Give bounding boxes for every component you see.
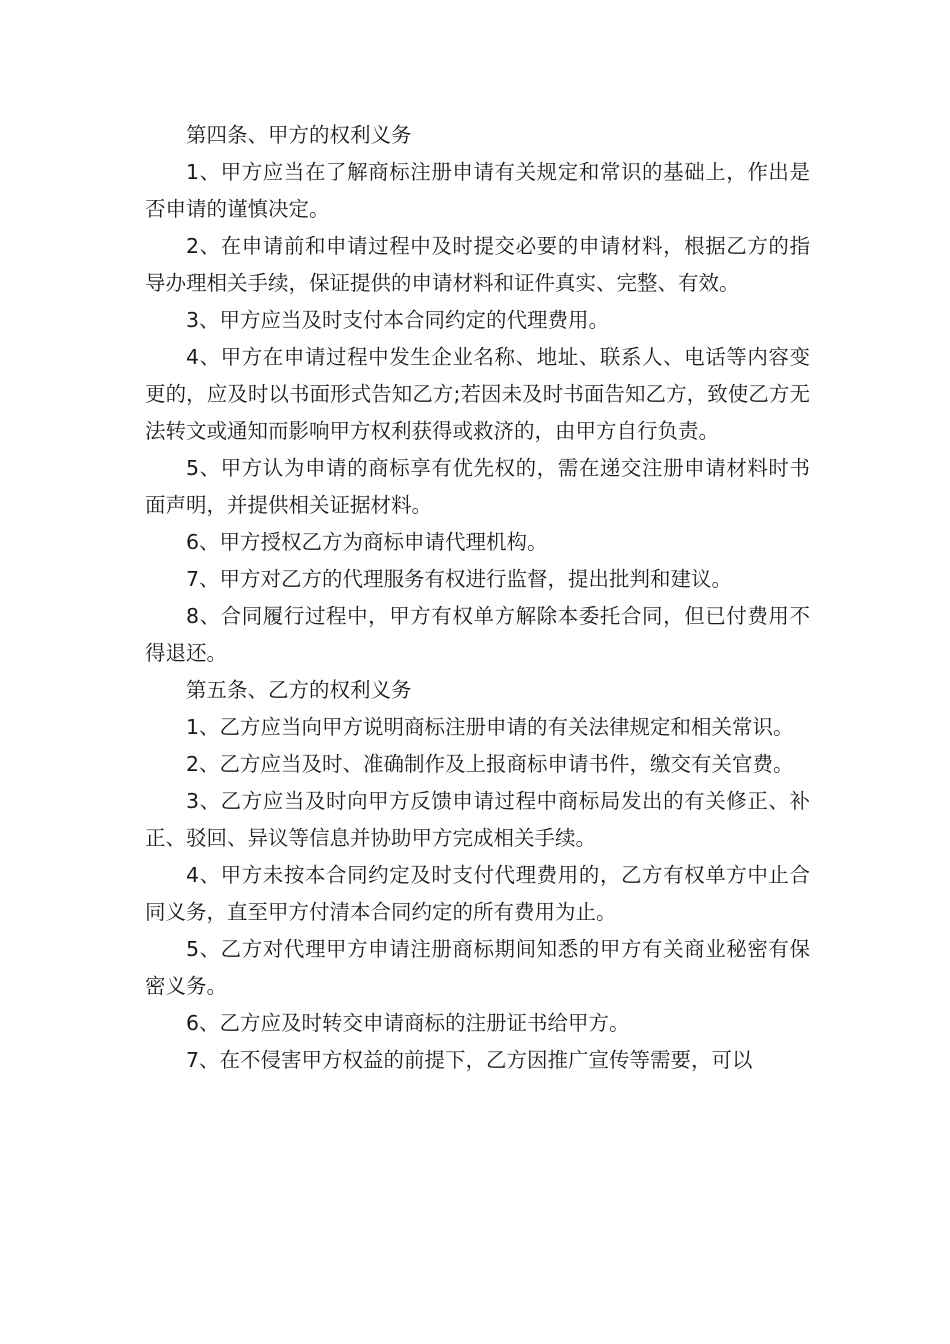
clause-4-6: 6、甲方授权乙方为商标申请代理机构。 xyxy=(186,530,548,554)
clause-4-8: 8、合同履行过程中，甲方有权单方解除本委托合同，但已付费用不得退还。 xyxy=(145,604,810,665)
clause-4-3: 3、甲方应当及时支付本合同约定的代理费用。 xyxy=(186,308,610,332)
clause-5-6: 6、乙方应及时转交申请商标的注册证书给甲方。 xyxy=(186,1011,630,1035)
section-heading-4: 第四条、甲方的权利义务 xyxy=(186,123,412,147)
clause-4-7: 7、甲方对乙方的代理服务有权进行监督，提出批判和建议。 xyxy=(186,567,733,591)
clause-4-5: 5、甲方认为申请的商标享有优先权的，需在递交注册申请材料时书面声明，并提供相关证据材料。 xyxy=(145,456,810,517)
clause-4-1: 1、甲方应当在了解商标注册申请有关规定和常识的基础上，作出是否申请的谨慎决定。 xyxy=(145,160,810,221)
clause-4-2: 2、在申请前和申请过程中及时提交必要的申请材料，根据乙方的指导办理相关手续，保证提供的申请材料和证件真实、完整、有效。 xyxy=(145,234,810,295)
section-heading-5: 第五条、乙方的权利义务 xyxy=(186,678,412,702)
clause-5-3: 3、乙方应当及时向甲方反馈申请过程中商标局发出的有关修正、补正、驳回、异议等信息并协助甲方完成相关手续。 xyxy=(145,789,810,850)
clause-4-4: 4、甲方在申请过程中发生企业名称、地址、联系人、电话等内容变更的，应及时以书面形式告知乙方;若因未及时书面告知乙方，致使乙方无法转文或通知而影响甲方权利获得或救济的，由甲方自行负责。 xyxy=(145,345,810,443)
clause-5-4: 4、甲方未按本合同约定及时支付代理费用的，乙方有权单方中止合同义务，直至甲方付清本合同约定的所有费用为止。 xyxy=(145,863,810,924)
clause-5-2: 2、乙方应当及时、准确制作及上报商标申请书件，缴交有关官费。 xyxy=(186,752,794,776)
clause-5-1: 1、乙方应当向甲方说明商标注册申请的有关法律规定和相关常识。 xyxy=(186,715,794,739)
clause-5-5: 5、乙方对代理甲方申请注册商标期间知悉的甲方有关商业秘密有保密义务。 xyxy=(145,937,810,998)
clause-5-7: 7、在不侵害甲方权益的前提下，乙方因推广宣传等需要，可以 xyxy=(186,1048,753,1072)
document-body xyxy=(145,117,810,1079)
